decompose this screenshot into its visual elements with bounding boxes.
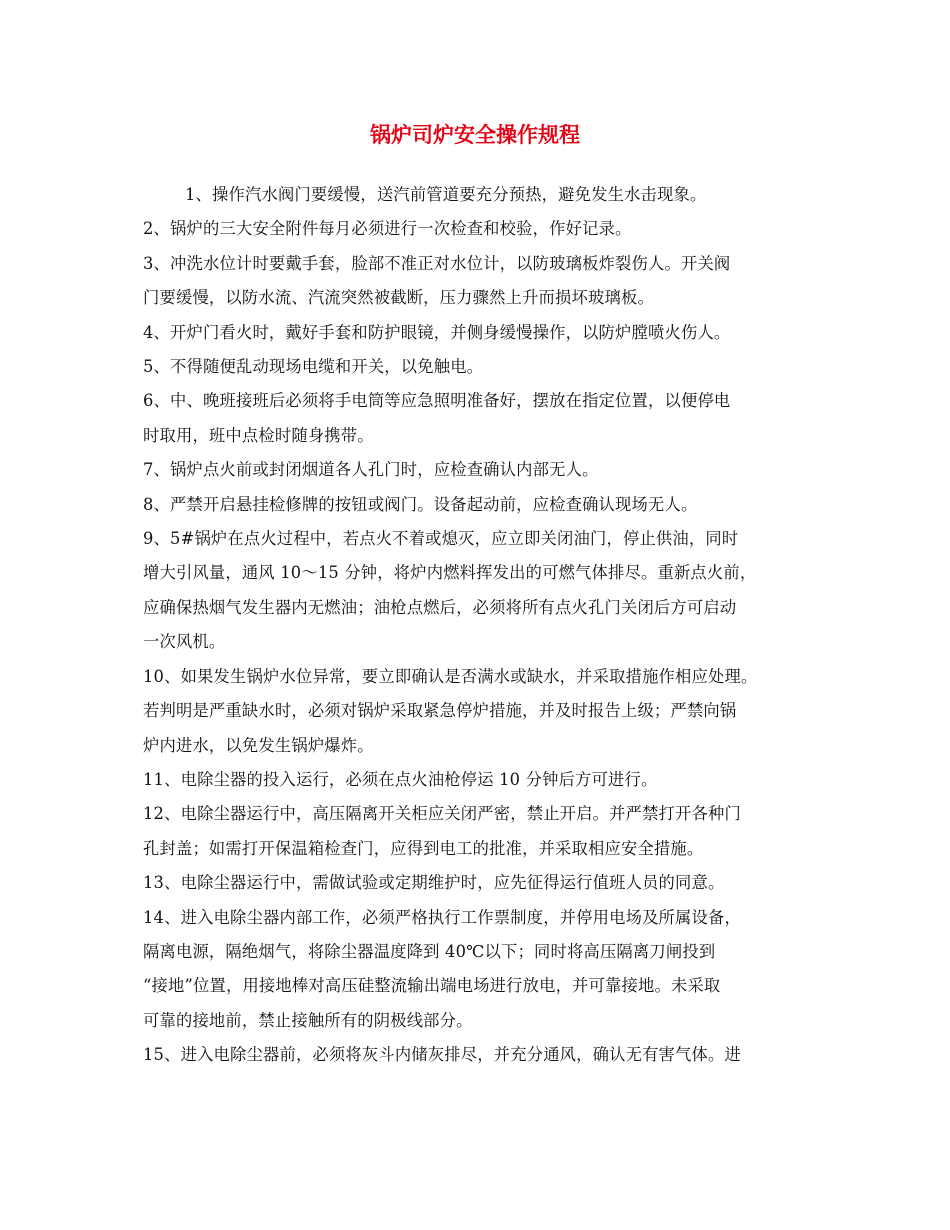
paragraph-line: 炉内进水，以免发生锅炉爆炸。 xyxy=(143,735,374,755)
paragraph-line: 可靠的接地前，禁止接触所有的阴极线部分。 xyxy=(143,1010,473,1030)
paragraph-line: 一次风机。 xyxy=(143,632,226,652)
paragraph-line: 若判明是严重缺水时，必须对锅炉采取紧急停炉措施，并及时报告上级；严禁向锅 xyxy=(143,701,737,721)
paragraph-line: 7、锅炉点火前或封闭烟道各人孔门时，应检查确认内部无人。 xyxy=(143,460,599,480)
paragraph-line: 6、中、晚班接班后必须将手电筒等应急照明准备好，摆放在指定位置，以便停电 xyxy=(143,391,731,411)
paragraph-line: 孔封盖；如需打开保温箱检查门，应得到电工的批准，并采取相应安全措施。 xyxy=(143,838,704,858)
paragraph-line: 14、进入电除尘器内部工作，必须严格执行工作票制度，并停用电场及所属设备， xyxy=(143,907,741,927)
paragraph-line: 应确保热烟气发生器内无燃油；油枪点燃后，必须将所有点火孔门关闭后方可启动 xyxy=(143,597,737,617)
paragraph-line: 13、电除尘器运行中，需做试验或定期维护时，应先征得运行值班人员的同意。 xyxy=(143,873,725,893)
paragraph-line: 11、电除尘器的投入运行，必须在点火油枪停运 10 分钟后方可进行。 xyxy=(143,769,658,789)
paragraph-line: 12、电除尘器运行中，高压隔离开关柜应关闭严密，禁止开启。并严禁打开各种门 xyxy=(143,804,741,824)
paragraph-line: 10、如果发生锅炉水位异常，要立即确认是否满水或缺水，并采取措施作相应处理。 xyxy=(143,666,758,686)
document-title: 锅炉司炉安全操作规程 xyxy=(370,123,580,147)
paragraph-line: 9、5#锅炉在点火过程中，若点火不着或熄灭，应立即关闭油门，停止供油，同时 xyxy=(143,529,739,549)
paragraph-line: 15、进入电除尘器前，必须将灰斗内储灰排尽，并充分通风，确认无有害气体。进 xyxy=(143,1045,741,1065)
paragraph-line: 隔离电源，隔绝烟气，将除尘器温度降到 40℃以下；同时将高压隔离刀闸投到 xyxy=(143,941,716,961)
paragraph-line: “接地”位置，用接地棒对高压硅整流输出端电场进行放电，并可靠接地。未采取 xyxy=(143,976,721,996)
paragraph-line: 2、锅炉的三大安全附件每月必须进行一次检查和校验，作好记录。 xyxy=(143,219,632,239)
document-body xyxy=(143,178,829,1073)
paragraph-line: 5、不得随便乱动现场电缆和开关，以免触电。 xyxy=(143,357,484,377)
paragraph-line: 8、严禁开启悬挂检修牌的按钮或阀门。设备起动前，应检查确认现场无人。 xyxy=(143,494,698,514)
paragraph-line: 门要缓慢，以防水流、汽流突然被截断，压力骤然上升而损坏玻璃板。 xyxy=(143,288,654,308)
paragraph-line: 1、操作汽水阀门要缓慢，送汽前管道要充分预热，避免发生水击现象。 xyxy=(185,185,707,204)
paragraph-line: 4、开炉门看火时，戴好手套和防护眼镜，并侧身缓慢操作，以防炉膛喷火伤人。 xyxy=(143,322,731,342)
paragraph-line: 增大引风量，通风 10～15 分钟，将炉内燃料挥发出的可燃气体排尽。重新点火前， xyxy=(143,563,757,583)
paragraph-line: 时取用，班中点检时随身携带。 xyxy=(143,425,374,445)
paragraph-line: 3、冲洗水位计时要戴手套，脸部不准正对水位计，以防玻璃板炸裂伤人。开关阀 xyxy=(143,253,731,273)
